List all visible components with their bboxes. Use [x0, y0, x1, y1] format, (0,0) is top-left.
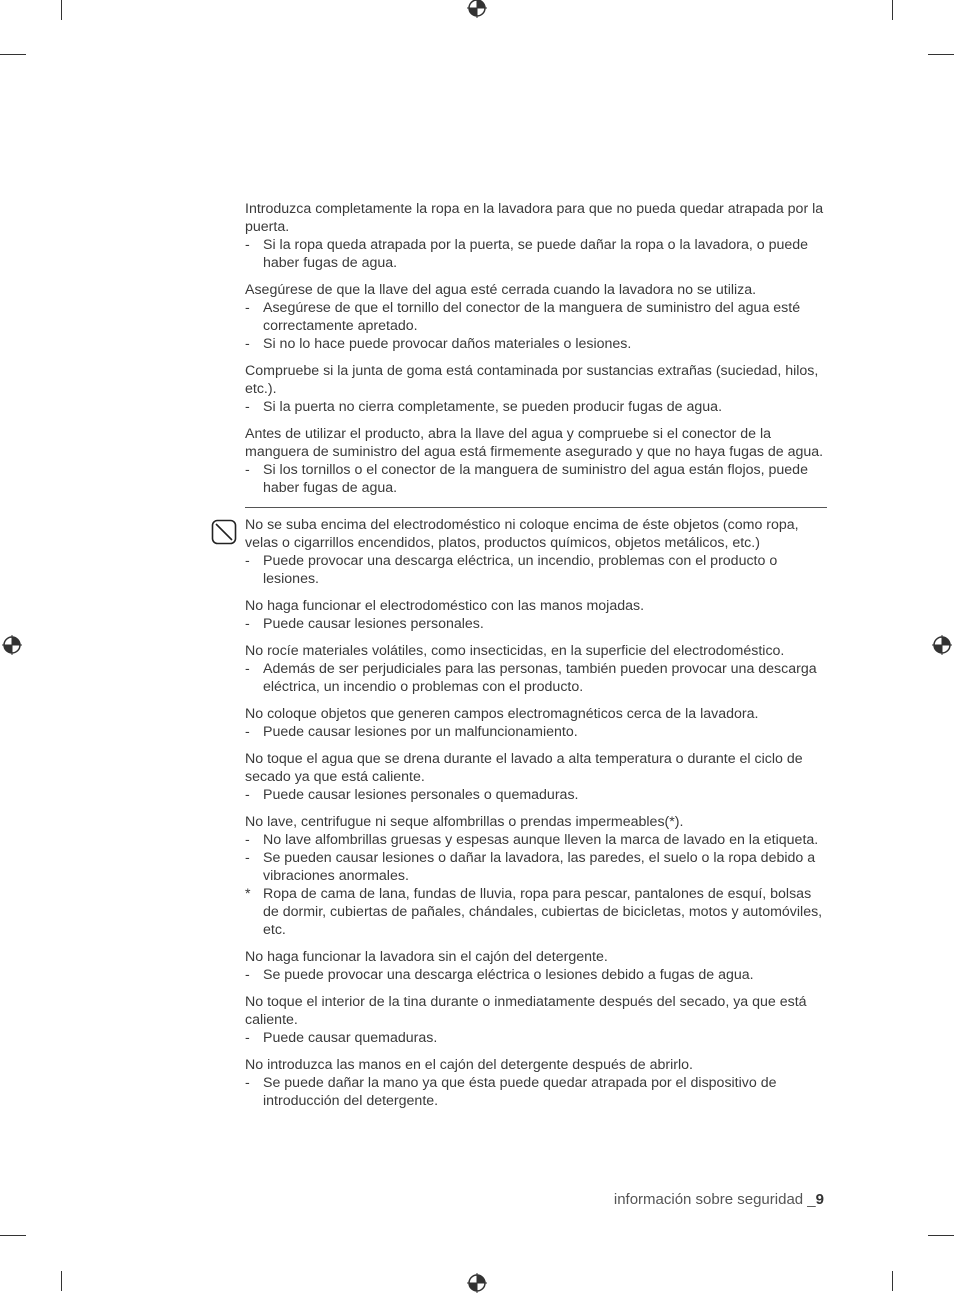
detail-text: Si no lo hace puede provocar daños materiales o lesiones. [263, 336, 632, 352]
safety-item [245, 281, 827, 353]
bullet-mark: - [245, 661, 250, 677]
bullet-mark: - [245, 237, 250, 253]
safety-item [245, 200, 827, 272]
safety-detail [245, 660, 827, 696]
detail-text: Se puede dañar la mano ya que ésta puede quedar atrapada por el dispositivo de introducción del detergente. [263, 1075, 777, 1109]
bullet-mark: - [245, 336, 250, 352]
detail-text: Si los tornillos o el conector de la manguera de suministro del agua están flojos, puede haber fugas de agua. [263, 462, 808, 496]
safety-detail [245, 786, 827, 804]
safety-item [245, 425, 827, 497]
safety-statement: No coloque objetos que generen campos electromagnéticos cerca de la lavadora. [245, 706, 759, 722]
safety-detail [245, 1074, 827, 1110]
safety-detail [245, 335, 827, 353]
page-footer [614, 1191, 824, 1208]
registration-mark-icon [932, 635, 952, 655]
detail-text: Ropa de cama de lana, fundas de lluvia, ropa para pescar, pantalones de esquí, bolsas de dormir, cubiertas de pañales, chándales, cubiertas de bicicletas, motos y automóviles, etc. [263, 886, 823, 938]
detail-text: Se puede provocar una descarga eléctrica o lesiones debido a fugas de agua. [263, 967, 754, 983]
safety-statement: No toque el interior de la tina durante o inmediatamente después del secado, ya que está caliente. [245, 994, 807, 1028]
safety-detail [245, 615, 827, 633]
warning-section [245, 200, 827, 497]
detail-text: Puede causar quemaduras. [263, 1030, 438, 1046]
registration-mark-icon [467, 1273, 487, 1293]
safety-detail [245, 723, 827, 741]
bullet-mark: - [245, 1075, 250, 1091]
safety-detail [245, 1029, 827, 1047]
safety-statement: No rocíe materiales volátiles, como insecticidas, en la superficie del electrodoméstico. [245, 643, 785, 659]
bullet-mark: - [245, 724, 250, 740]
bullet-mark: - [245, 462, 250, 478]
safety-detail [245, 299, 827, 335]
safety-detail [245, 552, 827, 588]
safety-item [245, 642, 827, 696]
prohibition-list [245, 516, 827, 1110]
bullet-mark: - [245, 1030, 250, 1046]
safety-content [245, 200, 827, 1119]
bullet-mark: - [245, 553, 250, 569]
safety-detail [245, 849, 827, 885]
detail-text: No lave alfombrillas gruesas y espesas aunque lleven la marca de lavado en la etiqueta. [263, 832, 819, 848]
safety-item [245, 597, 827, 633]
detail-text: Puede provocar una descarga eléctrica, un incendio, problemas con el producto o lesiones. [263, 553, 778, 587]
crop-mark [892, 1271, 893, 1291]
safety-statement: No haga funcionar el electrodoméstico con las manos mojadas. [245, 598, 645, 614]
safety-detail [245, 831, 827, 849]
safety-statement: No haga funcionar la lavadora sin el cajón del detergente. [245, 949, 608, 965]
crop-mark [928, 1235, 954, 1236]
safety-detail [245, 966, 827, 984]
safety-statement: No introduzca las manos en el cajón del detergente después de abrirlo. [245, 1057, 693, 1073]
bullet-mark: * [245, 886, 251, 902]
detail-text: Si la ropa queda atrapada por la puerta, se puede dañar la ropa o la lavadora, o puede haber fugas de agua. [263, 237, 809, 271]
crop-mark [892, 0, 893, 20]
detail-text: Puede causar lesiones por un malfuncionamiento. [263, 724, 578, 740]
safety-detail [245, 398, 827, 416]
crop-mark [0, 54, 26, 55]
safety-item [245, 705, 827, 741]
crop-mark [0, 1235, 26, 1236]
safety-detail [245, 461, 827, 497]
detail-text: Puede causar lesiones personales. [263, 616, 484, 632]
safety-item [245, 362, 827, 416]
crop-mark [61, 1271, 62, 1291]
detail-text: Además de ser perjudiciales para las personas, también pueden provocar una descarga eléctrica, un incendio o problemas con el producto. [263, 661, 817, 695]
safety-detail [245, 885, 827, 939]
safety-statement: Asegúrese de que la llave del agua esté cerrada cuando la lavadora no se utiliza. [245, 282, 757, 298]
prohibition-section [245, 516, 827, 1110]
footer-label: información sobre seguridad _ [613, 1191, 816, 1208]
safety-statement: Introduzca completamente la ropa en la lavadora para que no pueda quedar atrapada por la puerta. [245, 201, 824, 235]
safety-item [245, 750, 827, 804]
safety-detail [245, 236, 827, 272]
registration-mark-icon [2, 635, 22, 655]
crop-mark [928, 54, 954, 55]
detail-text: Puede causar lesiones personales o quemaduras. [263, 787, 579, 803]
safety-item [245, 948, 827, 984]
safety-statement: No lave, centrifugue ni seque alfombrillas o prendas impermeables(*). [245, 814, 684, 830]
detail-text: Si la puerta no cierra completamente, se pueden producir fugas de agua. [263, 399, 723, 415]
prohibition-icon [211, 519, 237, 545]
bullet-mark: - [245, 832, 250, 848]
safety-item [245, 813, 827, 939]
safety-item [245, 516, 827, 588]
section-divider [245, 507, 827, 508]
detail-text: Se pueden causar lesiones o dañar la lavadora, las paredes, el suelo o la ropa debido a vibraciones anormales. [263, 850, 816, 884]
safety-item [245, 993, 827, 1047]
safety-statement: No toque el agua que se drena durante el lavado a alta temperatura o durante el ciclo de secado ya que está caliente. [245, 751, 803, 785]
page-number: 9 [815, 1191, 824, 1208]
crop-mark [61, 0, 62, 20]
bullet-mark: - [245, 967, 250, 983]
bullet-mark: - [245, 616, 250, 632]
safety-statement: Antes de utilizar el producto, abra la llave del agua y compruebe si el conector de la manguera de suministro del agua está firmemente asegurado y que no haya fugas de agua. [245, 426, 824, 460]
bullet-mark: - [245, 850, 250, 866]
bullet-mark: - [245, 399, 250, 415]
safety-statement: Compruebe si la junta de goma está contaminada por sustancias extrañas (suciedad, hilos, etc.). [245, 363, 819, 397]
bullet-mark: - [245, 300, 250, 316]
registration-mark-icon [467, 0, 487, 18]
safety-statement: No se suba encima del electrodoméstico ni coloque encima de éste objetos (como ropa, velas o cigarrillos encendidos, platos, productos químicos, objetos metálicos, etc.) [245, 517, 799, 551]
safety-item [245, 1056, 827, 1110]
detail-text: Asegúrese de que el tornillo del conector de la manguera de suministro del agua esté correctamente apretado. [263, 300, 801, 334]
bullet-mark: - [245, 787, 250, 803]
